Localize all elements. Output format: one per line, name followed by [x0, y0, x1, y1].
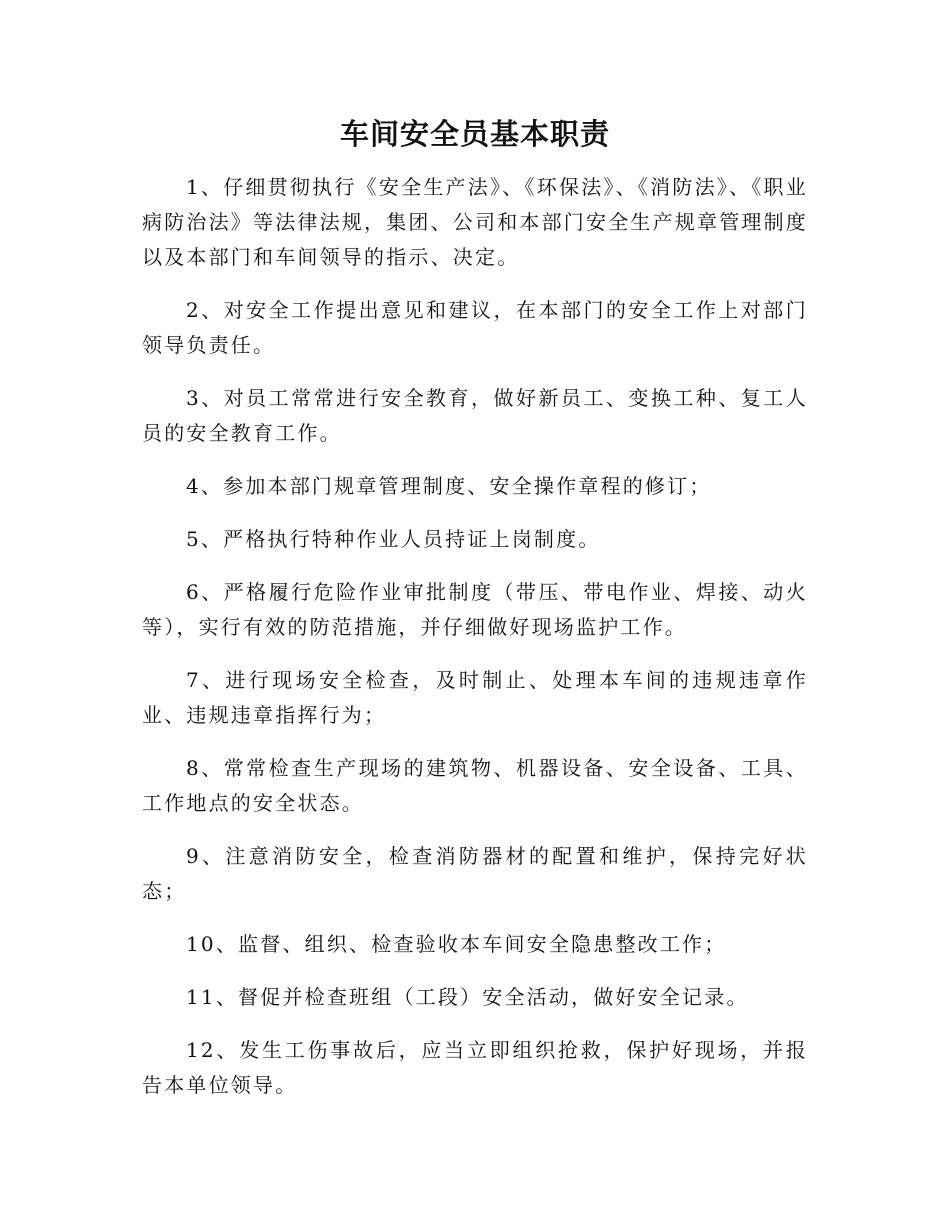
paragraph-9: 9、注意消防安全，检查消防器材的配置和维护，保持完好状态； [142, 844, 808, 903]
paragraph-6: 6、严格履行危险作业审批制度（带压、带电作业、焊接、动火等），实行有效的防范措施，并仔细做好现场监护工作。 [142, 580, 808, 639]
document-body [142, 170, 808, 1121]
paragraph-4: 4、参加本部门规章管理制度、安全操作章程的修订； [186, 474, 712, 498]
paragraph-10: 10、监督、组织、检查验收本车间安全隐患整改工作； [186, 932, 727, 956]
paragraph-7: 7、进行现场安全检查，及时制止、处理本车间的违规违章作业、违规违章指挥行为； [142, 668, 808, 727]
paragraph-8: 8、常常检查生产现场的建筑物、机器设备、安全设备、工具、工作地点的安全状态。 [142, 756, 808, 815]
paragraph-2: 2、对安全工作提出意见和建议，在本部门的安全工作上对部门领导负责任。 [142, 298, 808, 357]
paragraph-3: 3、对员工常常进行安全教育，做好新员工、变换工种、复工人员的安全教育工作。 [142, 386, 808, 445]
paragraph-5: 5、严格执行特种作业人员持证上岗制度。 [186, 527, 601, 551]
paragraph-11: 11、督促并检查班组（工段）安全活动，做好安全记录。 [186, 985, 749, 1009]
paragraph-1: 1、仔细贯彻执行《安全生产法》、《环保法》、《消防法》、《职业病防治法》等法律法规，集团、公司和本部门安全生产规章管理制度以及本部门和车间领导的指示、决定。 [142, 175, 808, 269]
paragraph-12: 12、发生工伤事故后，应当立即组织抢救，保护好现场，并报告本单位领导。 [142, 1038, 808, 1097]
document-title: 车间安全员基本职责 [339, 117, 610, 151]
